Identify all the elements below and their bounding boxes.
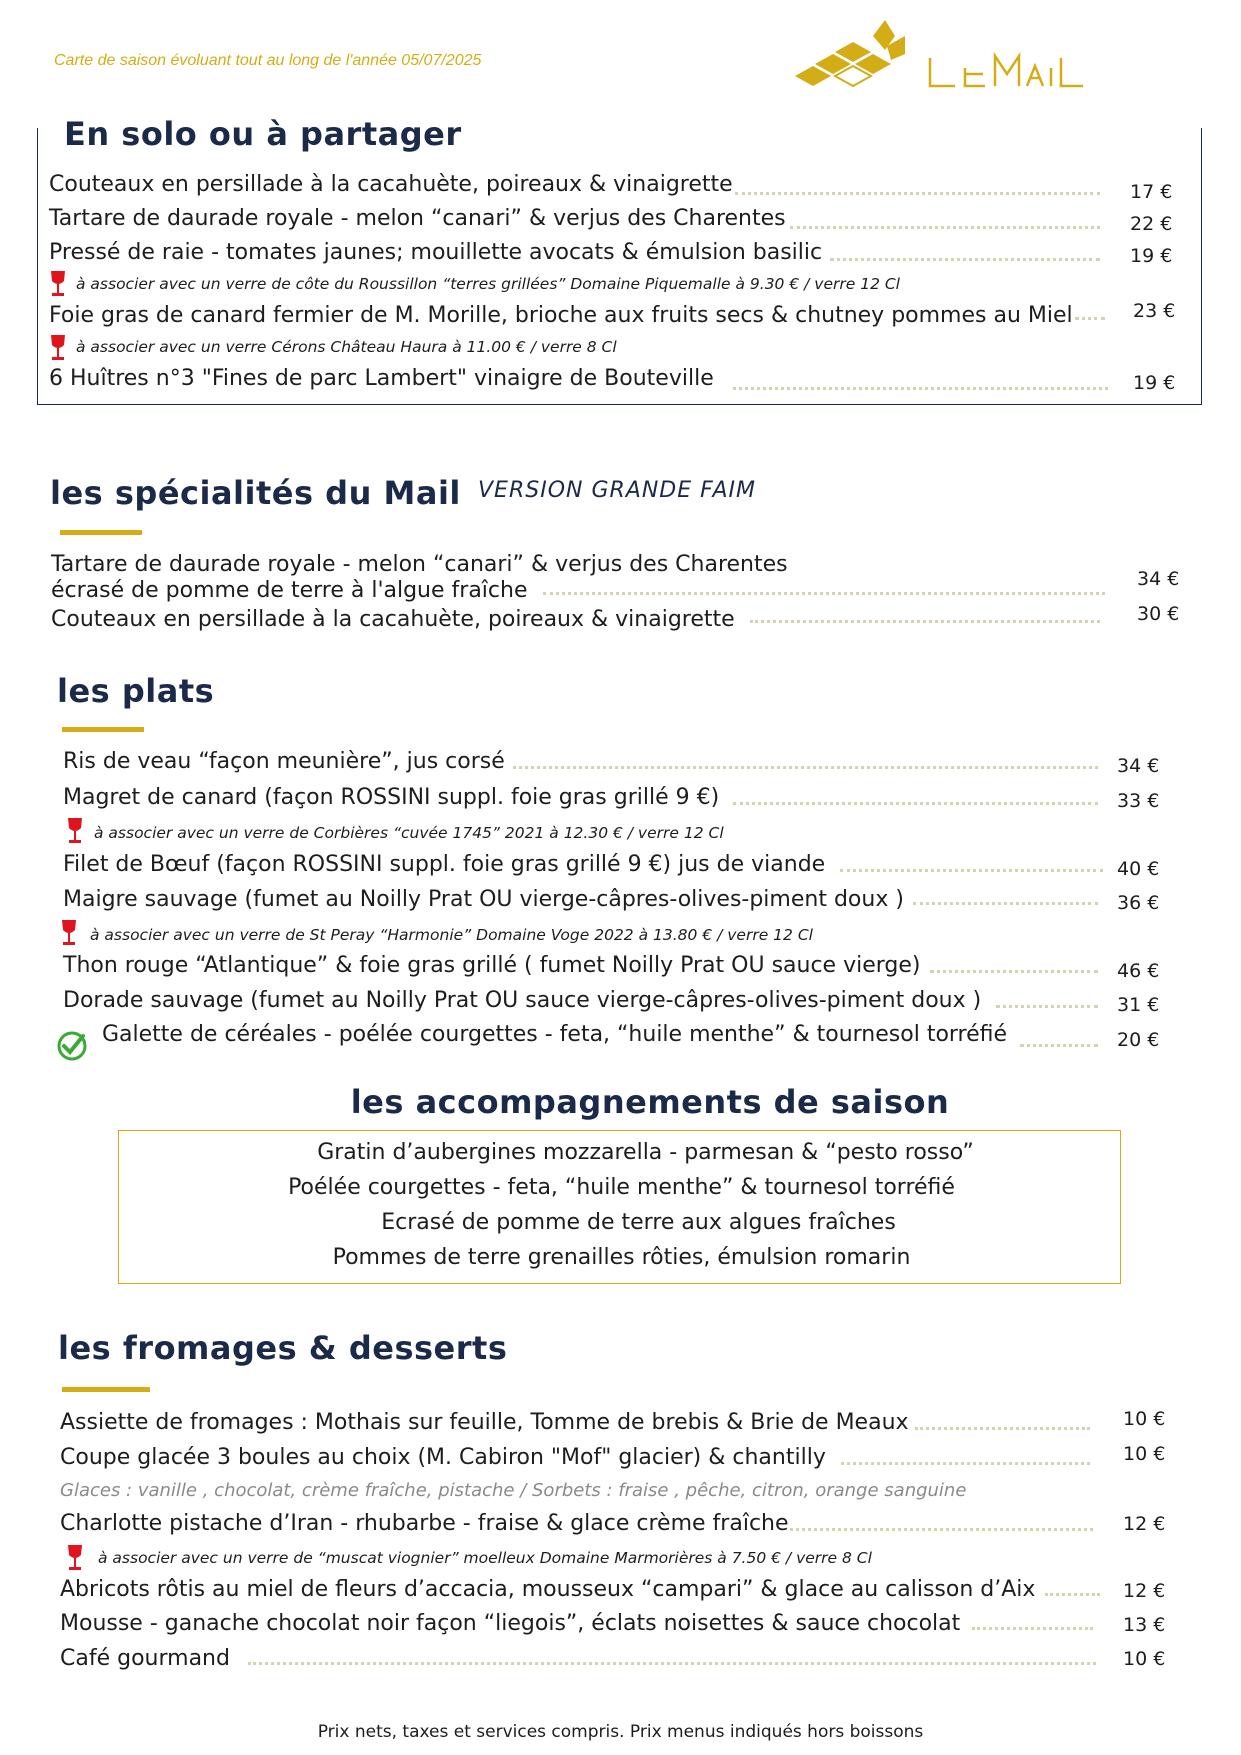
menu-item: Magret de canard (façon ROSSINI suppl. foie gras grillé 9 €) xyxy=(63,785,720,810)
dot-leader xyxy=(790,1528,1093,1531)
side-dish: Poélée courgettes - feta, “huile menthe” & tournesol torréfié xyxy=(288,1175,955,1200)
specialites-subtitle: VERSION GRANDE FAIM xyxy=(478,478,757,503)
wine-pairing: à associer avec un verre de Corbières “cuvée 1745” 2021 à 12.30 € / verre 12 Cl xyxy=(94,824,724,842)
le-mail-logo xyxy=(795,16,1085,94)
wine-glass-icon xyxy=(49,270,67,298)
wine-glass-icon xyxy=(66,1544,84,1572)
price: 10 € xyxy=(1123,1408,1166,1430)
price: 23 € xyxy=(1133,300,1176,322)
price: 12 € xyxy=(1123,1513,1166,1535)
price: 13 € xyxy=(1123,1614,1166,1636)
menu-item: Pressé de raie - tomates jaunes; mouillette avocats & émulsion basilic xyxy=(49,240,823,265)
dot-leader xyxy=(1020,1044,1098,1047)
menu-item: Couteaux en persillade à la cacahuète, poireaux & vinaigrette xyxy=(49,172,733,197)
side-dish: Pommes de terre grenailles rôties, émulsion romarin xyxy=(332,1245,911,1270)
dot-leader xyxy=(830,258,1100,261)
wine-pairing: à associer avec un verre de St Peray “Harmonie” Domaine Voge 2022 à 13.80 € / verre 12 Cl xyxy=(90,926,813,944)
side-dish: Ecrasé de pomme de terre aux algues fraîches xyxy=(381,1210,896,1235)
price: 46 € xyxy=(1117,960,1160,982)
menu-item: Charlotte pistache d’Iran - rhubarbe - fraise & glace crème fraîche xyxy=(60,1511,789,1536)
menu-item: Abricots rôtis au miel de fleurs d’accacia, mousseux “campari” & glace au calisson d’Aix xyxy=(60,1577,1036,1602)
solo-box xyxy=(37,128,1202,405)
menu-item: Filet de Bœuf (façon ROSSINI suppl. foie gras grillé 9 €) jus de viande xyxy=(63,852,826,877)
title-underline xyxy=(62,1387,150,1392)
dot-leader xyxy=(513,766,1098,769)
price: 22 € xyxy=(1130,213,1173,235)
price: 10 € xyxy=(1123,1443,1166,1465)
menu-item: Maigre sauvage (fumet au Noilly Prat OU vierge-câpres-olives-piment doux ) xyxy=(63,887,904,912)
plats-title: les plats xyxy=(57,672,215,710)
wine-glass-icon xyxy=(60,919,78,947)
menu-item: Dorade sauvage (fumet au Noilly Prat OU sauce vierge-câpres-olives-piment doux ) xyxy=(63,988,982,1013)
dot-leader xyxy=(733,387,1108,390)
wine-glass-icon xyxy=(66,817,84,845)
dot-leader xyxy=(915,1427,1090,1430)
price: 40 € xyxy=(1117,858,1160,880)
season-tagline: Carte de saison évoluant tout au long de l'année 05/07/2025 xyxy=(54,52,482,69)
vegetarian-check-icon xyxy=(56,1030,88,1062)
dot-leader xyxy=(972,1627,1093,1630)
menu-item: Foie gras de canard fermier de M. Morille, brioche aux fruits secs & chutney pommes au Miel xyxy=(49,303,1073,328)
menu-item: Galette de céréales - poélée courgettes - feta, “huile menthe” & tournesol torréfié xyxy=(102,1022,1008,1047)
dot-leader xyxy=(840,869,1103,872)
menu-item: Tartare de daurade royale - melon “canari” & verjus des Charentes xyxy=(49,206,786,231)
dot-leader xyxy=(735,192,1100,195)
price: 34 € xyxy=(1137,568,1180,590)
menu-item: Thon rouge “Atlantique” & foie gras grillé ( fumet Noilly Prat OU sauce vierge) xyxy=(63,953,921,978)
dot-leader xyxy=(1045,1593,1100,1596)
dot-leader xyxy=(750,620,1100,623)
dot-leader xyxy=(841,1462,1090,1465)
dot-leader xyxy=(733,802,1098,805)
menu-item: Coupe glacée 3 boules au choix (M. Cabiron "Mof" glacier) & chantilly xyxy=(60,1445,826,1470)
desserts-title: les fromages & desserts xyxy=(58,1329,508,1367)
price: 33 € xyxy=(1117,790,1160,812)
price: 19 € xyxy=(1130,245,1173,267)
specialites-title: les spécialités du Mail xyxy=(50,474,461,512)
price: 10 € xyxy=(1123,1648,1166,1670)
solo-title: En solo ou à partager xyxy=(58,115,468,153)
price: 36 € xyxy=(1117,892,1160,914)
wine-pairing: à associer avec un verre Cérons Château Haura à 11.00 € / verre 8 Cl xyxy=(76,338,617,356)
dot-leader xyxy=(790,226,1100,229)
dot-leader xyxy=(913,902,1098,905)
price: 12 € xyxy=(1123,1580,1166,1602)
price: 20 € xyxy=(1117,1029,1160,1051)
accompagnements-title: les accompagnements de saison xyxy=(350,1083,950,1121)
menu-item: Mousse - ganache chocolat noir façon “liegois”, éclats noisettes & sauce chocolat xyxy=(60,1611,961,1636)
dot-leader xyxy=(248,1662,1096,1665)
wine-pairing: à associer avec un verre de côte du Roussillon “terres grillées” Domaine Piquemalle à 9.30 € / verre 12 Cl xyxy=(76,275,900,293)
dot-leader xyxy=(543,592,1105,595)
footer-note: Prix nets, taxes et services compris. Prix menus indiqués hors boissons xyxy=(317,1722,924,1742)
price: 34 € xyxy=(1117,755,1160,777)
menu-item-line: Tartare de daurade royale - melon “canari” & verjus des Charentes xyxy=(51,552,788,577)
dot-leader xyxy=(930,970,1098,973)
menu-item: 6 Huîtres n°3 "Fines de parc Lambert" vinaigre de Bouteville xyxy=(49,366,714,391)
ice-cream-flavours: Glaces : vanille , chocolat, crème fraîche, pistache / Sorbets : fraise , pêche, citron, orange sanguine xyxy=(60,1480,967,1501)
price: 17 € xyxy=(1130,181,1173,203)
dot-leader xyxy=(996,1005,1098,1008)
menu-item-line: écrasé de pomme de terre à l'algue fraîche xyxy=(51,578,528,603)
price: 19 € xyxy=(1133,372,1176,394)
menu-item: Café gourmand xyxy=(60,1646,230,1671)
side-dish: Gratin d’aubergines mozzarella - parmesan & “pesto rosso” xyxy=(317,1140,974,1165)
price: 30 € xyxy=(1137,603,1180,625)
menu-item: Ris de veau “façon meunière”, jus corsé xyxy=(63,749,505,774)
wine-glass-icon xyxy=(49,334,67,362)
wine-pairing: à associer avec un verre de “muscat viognier” moelleux Domaine Marmorières à 7.50 € / verre 8 Cl xyxy=(98,1549,872,1567)
title-underline xyxy=(62,727,144,732)
menu-item: Couteaux en persillade à la cacahuète, poireaux & vinaigrette xyxy=(51,607,735,632)
menu-item: Assiette de fromages : Mothais sur feuille, Tomme de brebis & Brie de Meaux xyxy=(60,1410,909,1435)
dot-leader xyxy=(1075,317,1105,320)
price: 31 € xyxy=(1117,994,1160,1016)
title-underline xyxy=(60,530,142,535)
